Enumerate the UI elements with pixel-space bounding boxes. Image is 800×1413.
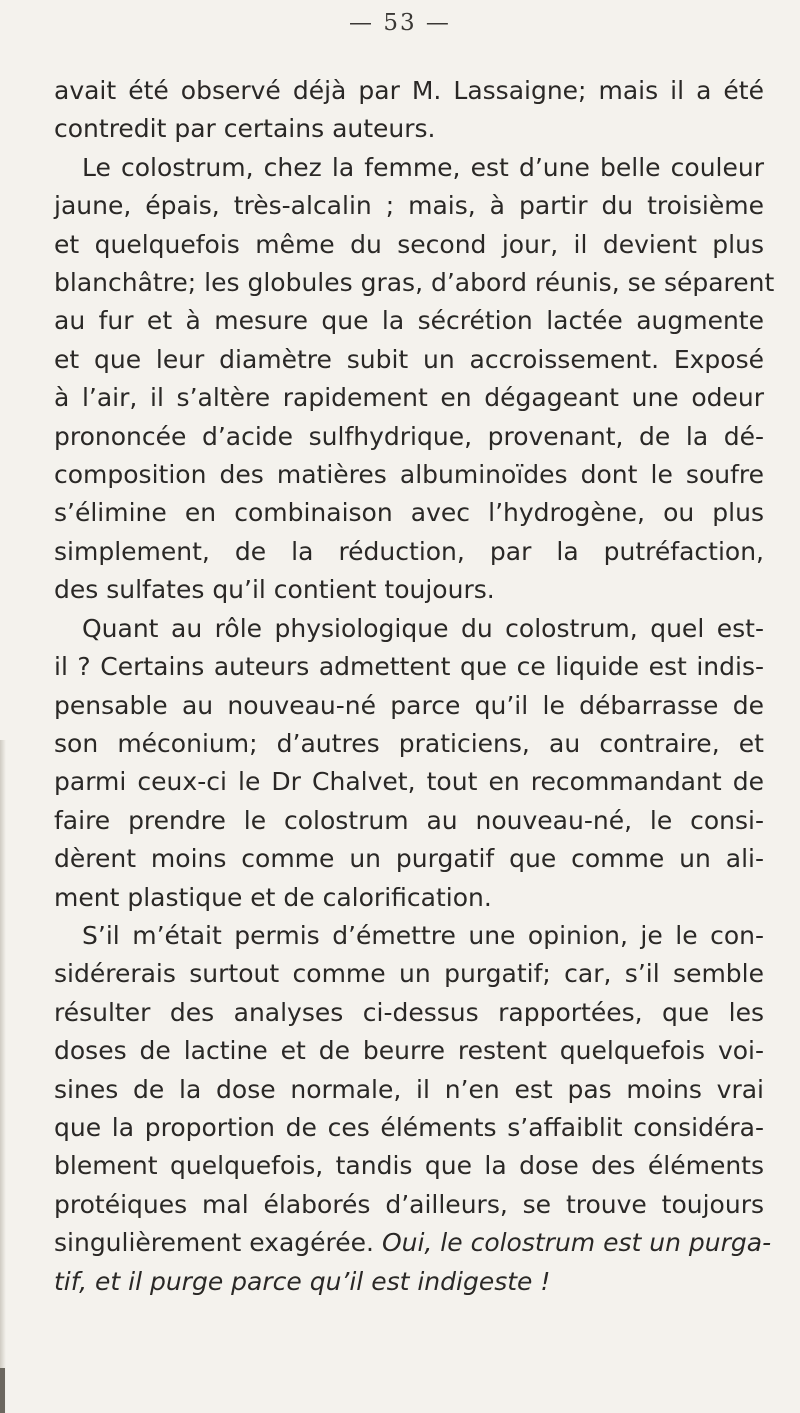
text-line: résulter des analyses ci-dessus rapportées, que les	[54, 997, 764, 1027]
text-line: Le colostrum, chez la femme, est d’une belle couleur	[82, 152, 764, 182]
text-line: il ? Certains auteurs admettent que ce liquide est indis-	[54, 652, 764, 682]
text-line: sidérerais surtout comme un purgatif; car, s’il semble	[54, 959, 764, 989]
text-line: au fur et à mesure que la sécrétion lactée augmente	[54, 306, 764, 336]
text-plain: singulièrement exagérée.	[54, 1228, 382, 1258]
text-line: et que leur diamètre subit un accroissement. Exposé	[54, 344, 764, 374]
text-line: jaune, épais, très-alcalin ; mais, à partir du troisième	[54, 191, 764, 221]
text-line: dèrent moins comme un purgatif que comme un ali-	[54, 844, 764, 874]
text-line: S’il m’était permis d’émettre une opinion, je le con-	[82, 920, 764, 950]
page-edge-shadow	[0, 740, 6, 1413]
text-line: composition des matières albuminoïdes dont le soufre	[54, 460, 764, 490]
text-line-mixed	[54, 1224, 772, 1262]
text-line: parmi ceux-ci le Dr Chalvet, tout en recommandant de	[54, 767, 764, 797]
text-line: pensable au nouveau-né parce qu’il le débarrasse de	[54, 690, 764, 720]
text-line: faire prendre le colostrum au nouveau-né, le consi-	[54, 805, 764, 835]
text-line: blanchâtre; les globules gras, d’abord réunis, se séparent	[54, 268, 775, 298]
text-line: blement quelquefois, tandis que la dose des éléments	[54, 1151, 764, 1181]
text-italic: Oui, le colostrum est un purga-	[381, 1228, 772, 1258]
text-line: s’élimine en combinaison avec l’hydrogène, ou plus	[54, 498, 764, 528]
text-line: des sulfates qu’il contient toujours.	[54, 575, 495, 605]
text-line: que la proportion de ces éléments s’affaiblit considéra-	[54, 1112, 764, 1142]
text-line: avait été observé déjà par M. Lassaigne; mais il a été	[54, 76, 764, 105]
text-line: doses de lactine et de beurre restent quelquefois voi-	[54, 1036, 764, 1066]
text-line: son méconium; d’autres praticiens, au contraire, et	[54, 728, 764, 758]
page-edge-mark	[0, 1368, 5, 1413]
text-line: à l’air, il s’altère rapidement en dégageant une odeur	[54, 383, 764, 413]
text-line: Quant au rôle physiologique du colostrum, quel est-	[82, 613, 764, 643]
text-line: protéiques mal élaborés d’ailleurs, se trouve toujours	[54, 1189, 764, 1219]
text-line: sines de la dose normale, il n’en est pas moins vrai	[54, 1074, 764, 1104]
body-text	[54, 72, 775, 1301]
text-line-italic: tif, et il purge parce qu’il est indigeste !	[54, 1266, 551, 1296]
text-line: ment plastique et de calorification.	[54, 882, 492, 912]
page-number: — 53 —	[349, 10, 451, 36]
text-line: simplement, de la réduction, par la putréfaction,	[54, 536, 764, 566]
text-line: contredit par certains auteurs.	[54, 114, 436, 144]
text-line: et quelquefois même du second jour, il devient plus	[54, 229, 764, 259]
text-line: prononcée d’acide sulfhydrique, provenant, de la dé-	[54, 421, 764, 451]
